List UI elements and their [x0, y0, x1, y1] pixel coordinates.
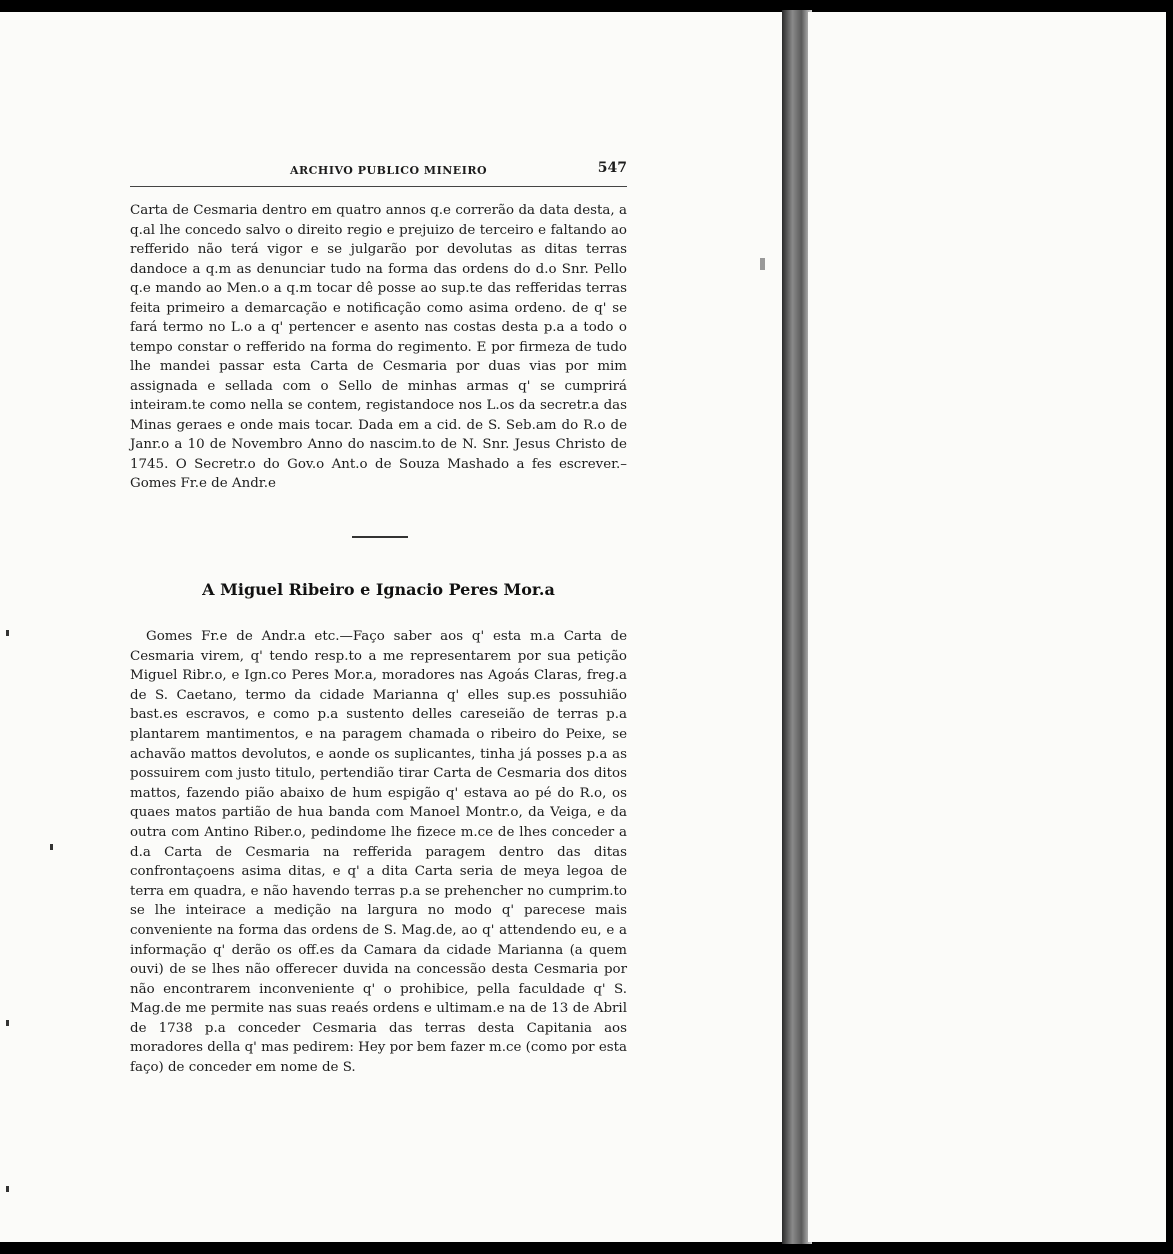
margin-mark	[50, 844, 53, 850]
header-rule	[130, 186, 627, 187]
page-header	[130, 160, 627, 180]
margin-mark	[6, 630, 9, 636]
right-page	[808, 12, 1166, 1242]
paragraph-2: Gomes Fr.e de Andr.a etc.—Faço saber aos q' esta m.a Carta de Cesmaria virem, q' tendo resp.to a me representarem por sua petição Miguel Ribr.o, e Ign.co Peres Mor.a, moradores nas Agoás Claras, freg.a de S. Caetano, termo da cidade Marianna q' elles sup.es possuhião bast.es escravos, e como p.a sustento delles careseião de terras p.a plantarem mantimentos, e na paragem chamada o ribeiro do Peixe, se achavão mattos devolutos, e aonde os suplicantes, tinha já posses p.a as possuirem com justo titulo, pertendião tirar Carta de Cesmaria dos ditos mattos, fazendo pião abaixo de hum espigão q' estava ao pé do R.o, os quaes matos partião de hua banda com Manoel Montr.o, da Veiga, e da outra com Antino Riber.o, pedindome lhe fizece m.ce de lhes conceder a d.a Carta de Cesmaria na refferida paragem dentro das ditas confrontaçoens asima ditas, e q' a dita Carta seria de meya legoa de terra em quadra, e não havendo terras p.a se prehencher no cumprim.to se lhe inteirace a medição na largura no modo q' parecese mais conveniente na forma das ordens de S. Mag.de, ao q' attendendo eu, e a informação q' derão os off.es da Camara da cidade Marianna (a quem ouvi) de se lhes não offerecer duvida na concessão desta Cesmaria por não encontrarem inconveniente q' o prohibice, pella faculdade q' S. Mag.de me permite nas suas reaés ordens e ultimam.e na de 13 de Abril de 1738 p.a conceder Cesmaria das terras desta Capitania aos moradores della q' mas pedirem: Hey por bem fazer m.ce (como por esta faço) de conceder em nome de S.	[130, 629, 627, 1076]
margin-mark	[6, 1020, 9, 1026]
section-heading: A Miguel Ribeiro e Ignacio Peres Mor.a	[202, 580, 555, 599]
page-number: 547	[597, 160, 627, 176]
section-divider	[352, 536, 408, 538]
margin-mark	[6, 1186, 9, 1192]
paragraph-1: Carta de Cesmaria dentro em quatro annos q.e correrão da data desta, a q.al lhe concedo salvo o direito regio e prejuizo de terceiro e faltando ao refferido não terá vigor e se julgarão por devolutas as ditas terras dandoce a q.m as denunciar tudo na forma das ordens do d.o Snr. Pello q.e mando ao Men.o a q.m tocar dê posse ao sup.te das refferidas terras feita primeiro a demarcação e notificação como asima ordeno. de q' se fará termo no L.o a q' pertencer e asento nas costas desta p.a a todo o tempo constar o refferido na forma do regimento. E por firmeza de tudo lhe mandei passar esta Carta de Cesmaria por duas vias por mim assignada e sellada com o Sello de minhas armas q' se cumprirá inteiram.te como nella se contem, registandoce nos L.os da secretr.a das Minas geraes e onde mais tocar. Dada em a cid. de S. Seb.am do R.o de Janr.o a 10 de Novembro Anno do nascim.to de N. Snr. Jesus Christo de 1745. O Secretr.o do Gov.o Ant.o de Souza Mashado a fes escrever.– Gomes Fr.e de Andr.e	[130, 203, 627, 491]
running-title: ARCHIVO PUBLICO MINEIRO	[290, 164, 488, 177]
bleed-through-mark	[760, 258, 765, 270]
